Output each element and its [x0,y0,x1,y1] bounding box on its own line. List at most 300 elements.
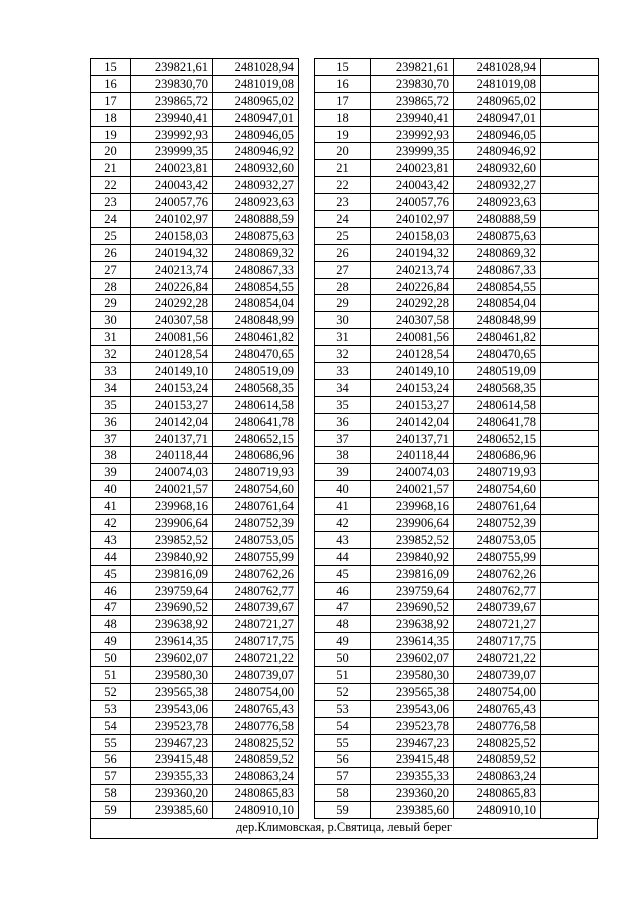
point-number-left: 59 [91,802,131,819]
y-coordinate-left: 2480854,04 [213,295,299,312]
y-coordinate-right: 2481019,08 [454,75,541,92]
x-coordinate-left: 240057,76 [131,194,213,211]
column-gap [299,531,315,548]
point-number-right: 58 [315,785,371,802]
empty-cell [541,59,599,76]
table-row [91,244,599,261]
x-coordinate-right: 239580,30 [371,667,454,684]
table-row [91,177,599,194]
table-row [91,751,599,768]
y-coordinate-left: 2480863,24 [213,768,299,785]
y-coordinate-right: 2480932,60 [454,160,541,177]
y-coordinate-left: 2480762,26 [213,565,299,582]
table-row [91,346,599,363]
point-number-left: 21 [91,160,131,177]
table-row [91,227,599,244]
empty-cell [541,616,599,633]
table-row [91,700,599,717]
x-coordinate-left: 239816,09 [131,565,213,582]
empty-cell [541,126,599,143]
x-coordinate-left: 239852,52 [131,531,213,548]
point-number-left: 16 [91,75,131,92]
coordinates-table [90,58,599,819]
point-number-right: 25 [315,227,371,244]
x-coordinate-left: 239992,93 [131,126,213,143]
y-coordinate-left: 2480761,64 [213,498,299,515]
point-number-left: 50 [91,650,131,667]
y-coordinate-right: 2480721,22 [454,650,541,667]
point-number-left: 32 [91,346,131,363]
y-coordinate-left: 2480946,92 [213,143,299,160]
x-coordinate-left: 240142,04 [131,413,213,430]
x-coordinate-right: 239830,70 [371,75,454,92]
x-coordinate-right: 240021,57 [371,481,454,498]
point-number-right: 50 [315,650,371,667]
x-coordinate-right: 239821,61 [371,59,454,76]
column-gap [299,430,315,447]
column-gap [299,464,315,481]
x-coordinate-right: 240081,56 [371,329,454,346]
column-gap [299,396,315,413]
table-row [91,481,599,498]
x-coordinate-right: 239906,64 [371,515,454,532]
point-number-right: 30 [315,312,371,329]
y-coordinate-left: 2480947,01 [213,109,299,126]
point-number-right: 45 [315,565,371,582]
x-coordinate-right: 239816,09 [371,565,454,582]
point-number-left: 37 [91,430,131,447]
y-coordinate-right: 2480519,09 [454,363,541,380]
x-coordinate-right: 239759,64 [371,582,454,599]
x-coordinate-right: 240043,42 [371,177,454,194]
point-number-right: 24 [315,211,371,228]
y-coordinate-right: 2480470,65 [454,346,541,363]
x-coordinate-left: 240128,54 [131,346,213,363]
column-gap [299,565,315,582]
point-number-left: 19 [91,126,131,143]
y-coordinate-left: 2480754,00 [213,683,299,700]
point-number-left: 29 [91,295,131,312]
point-number-right: 56 [315,751,371,768]
column-gap [299,160,315,177]
column-gap [299,59,315,76]
x-coordinate-left: 240307,58 [131,312,213,329]
x-coordinate-left: 240149,10 [131,363,213,380]
y-coordinate-right: 2480652,15 [454,430,541,447]
point-number-left: 15 [91,59,131,76]
point-number-right: 39 [315,464,371,481]
table-row [91,278,599,295]
column-gap [299,75,315,92]
y-coordinate-right: 2480946,05 [454,126,541,143]
table-row [91,59,599,76]
table-row [91,548,599,565]
y-coordinate-left: 2480865,83 [213,785,299,802]
empty-cell [541,751,599,768]
point-number-right: 34 [315,379,371,396]
point-number-left: 53 [91,700,131,717]
column-gap [299,312,315,329]
y-coordinate-left: 2480721,27 [213,616,299,633]
y-coordinate-left: 2480825,52 [213,734,299,751]
y-coordinate-left: 2480765,43 [213,700,299,717]
column-gap [299,650,315,667]
y-coordinate-left: 2480519,09 [213,363,299,380]
x-coordinate-right: 240118,44 [371,447,454,464]
y-coordinate-right: 2481028,94 [454,59,541,76]
table-row [91,633,599,650]
table-row [91,717,599,734]
empty-cell [541,498,599,515]
y-coordinate-right: 2480863,24 [454,768,541,785]
column-gap [299,244,315,261]
table-row [91,447,599,464]
y-coordinate-right: 2480754,60 [454,481,541,498]
x-coordinate-right: 240153,27 [371,396,454,413]
y-coordinate-right: 2480848,99 [454,312,541,329]
y-coordinate-left: 2480910,10 [213,802,299,819]
y-coordinate-right: 2480614,58 [454,396,541,413]
x-coordinate-right: 240128,54 [371,346,454,363]
x-coordinate-left: 239906,64 [131,515,213,532]
empty-cell [541,734,599,751]
empty-cell [541,633,599,650]
y-coordinate-right: 2480776,58 [454,717,541,734]
point-number-left: 45 [91,565,131,582]
empty-cell [541,717,599,734]
empty-cell [541,447,599,464]
x-coordinate-right: 239467,23 [371,734,454,751]
empty-cell [541,565,599,582]
y-coordinate-right: 2480854,55 [454,278,541,295]
x-coordinate-right: 239523,78 [371,717,454,734]
table-row [91,363,599,380]
y-coordinate-right: 2480825,52 [454,734,541,751]
point-number-right: 42 [315,515,371,532]
y-coordinate-left: 2480875,63 [213,227,299,244]
table-row [91,312,599,329]
y-coordinate-left: 2480461,82 [213,329,299,346]
point-number-left: 55 [91,734,131,751]
y-coordinate-left: 2480932,27 [213,177,299,194]
x-coordinate-left: 239614,35 [131,633,213,650]
point-number-left: 58 [91,785,131,802]
point-number-right: 51 [315,667,371,684]
column-gap [299,751,315,768]
empty-cell [541,802,599,819]
column-gap [299,227,315,244]
point-number-left: 47 [91,599,131,616]
y-coordinate-right: 2480461,82 [454,329,541,346]
empty-cell [541,160,599,177]
point-number-left: 31 [91,329,131,346]
y-coordinate-right: 2480717,75 [454,633,541,650]
table-row [91,126,599,143]
y-coordinate-left: 2480686,96 [213,447,299,464]
empty-cell [541,700,599,717]
y-coordinate-left: 2480776,58 [213,717,299,734]
empty-cell [541,683,599,700]
y-coordinate-right: 2480965,02 [454,92,541,109]
y-coordinate-right: 2480867,33 [454,261,541,278]
column-gap [299,295,315,312]
x-coordinate-left: 239602,07 [131,650,213,667]
x-coordinate-right: 239543,06 [371,700,454,717]
y-coordinate-left: 2480752,39 [213,515,299,532]
point-number-left: 49 [91,633,131,650]
column-gap [299,734,315,751]
table-caption: дер.Климовская, р.Святица, левый берег [90,819,598,839]
x-coordinate-right: 240292,28 [371,295,454,312]
column-gap [299,633,315,650]
x-coordinate-right: 240137,71 [371,430,454,447]
point-number-left: 57 [91,768,131,785]
x-coordinate-left: 240153,24 [131,379,213,396]
point-number-right: 43 [315,531,371,548]
x-coordinate-left: 240158,03 [131,227,213,244]
point-number-right: 33 [315,363,371,380]
x-coordinate-left: 240292,28 [131,295,213,312]
empty-cell [541,548,599,565]
x-coordinate-left: 239415,48 [131,751,213,768]
x-coordinate-left: 239580,30 [131,667,213,684]
empty-cell [541,92,599,109]
y-coordinate-right: 2480739,67 [454,599,541,616]
point-number-right: 37 [315,430,371,447]
point-number-right: 48 [315,616,371,633]
y-coordinate-right: 2480753,05 [454,531,541,548]
y-coordinate-left: 2480754,60 [213,481,299,498]
x-coordinate-right: 239940,41 [371,109,454,126]
empty-cell [541,515,599,532]
y-coordinate-left: 2480854,55 [213,278,299,295]
empty-cell [541,346,599,363]
column-gap [299,346,315,363]
x-coordinate-left: 239865,72 [131,92,213,109]
y-coordinate-right: 2480865,83 [454,785,541,802]
x-coordinate-left: 239360,20 [131,785,213,802]
point-number-left: 40 [91,481,131,498]
y-coordinate-right: 2480910,10 [454,802,541,819]
point-number-left: 54 [91,717,131,734]
x-coordinate-left: 240081,56 [131,329,213,346]
point-number-left: 52 [91,683,131,700]
column-gap [299,616,315,633]
table-row [91,92,599,109]
table-row [91,683,599,700]
point-number-right: 29 [315,295,371,312]
x-coordinate-left: 240153,27 [131,396,213,413]
x-coordinate-right: 239360,20 [371,785,454,802]
x-coordinate-left: 239385,60 [131,802,213,819]
x-coordinate-right: 240213,74 [371,261,454,278]
x-coordinate-left: 240021,57 [131,481,213,498]
point-number-left: 38 [91,447,131,464]
x-coordinate-right: 239355,33 [371,768,454,785]
point-number-left: 17 [91,92,131,109]
x-coordinate-right: 239992,93 [371,126,454,143]
x-coordinate-left: 239968,16 [131,498,213,515]
point-number-right: 18 [315,109,371,126]
y-coordinate-right: 2480947,01 [454,109,541,126]
y-coordinate-right: 2480721,27 [454,616,541,633]
x-coordinate-right: 239852,52 [371,531,454,548]
column-gap [299,582,315,599]
coordinates-document [90,58,598,839]
empty-cell [541,599,599,616]
empty-cell [541,244,599,261]
empty-cell [541,396,599,413]
empty-cell [541,430,599,447]
empty-cell [541,531,599,548]
x-coordinate-right: 239415,48 [371,751,454,768]
x-coordinate-left: 239523,78 [131,717,213,734]
point-number-left: 33 [91,363,131,380]
y-coordinate-left: 2480721,22 [213,650,299,667]
column-gap [299,211,315,228]
empty-cell [541,329,599,346]
y-coordinate-left: 2480719,93 [213,464,299,481]
point-number-right: 21 [315,160,371,177]
x-coordinate-left: 239638,92 [131,616,213,633]
y-coordinate-left: 2480965,02 [213,92,299,109]
x-coordinate-left: 240023,81 [131,160,213,177]
point-number-right: 15 [315,59,371,76]
point-number-right: 49 [315,633,371,650]
x-coordinate-right: 240307,58 [371,312,454,329]
column-gap [299,498,315,515]
column-gap [299,379,315,396]
table-row [91,515,599,532]
y-coordinate-right: 2480765,43 [454,700,541,717]
y-coordinate-left: 2480755,99 [213,548,299,565]
empty-cell [541,650,599,667]
x-coordinate-left: 239830,70 [131,75,213,92]
x-coordinate-left: 240213,74 [131,261,213,278]
column-gap [299,278,315,295]
column-gap [299,599,315,616]
table-row [91,599,599,616]
column-gap [299,802,315,819]
column-gap [299,717,315,734]
point-number-left: 46 [91,582,131,599]
y-coordinate-left: 2480946,05 [213,126,299,143]
point-number-right: 55 [315,734,371,751]
empty-cell [541,194,599,211]
empty-cell [541,768,599,785]
column-gap [299,667,315,684]
empty-cell [541,75,599,92]
column-gap [299,363,315,380]
x-coordinate-left: 239759,64 [131,582,213,599]
table-row [91,650,599,667]
x-coordinate-left: 239690,52 [131,599,213,616]
table-row [91,75,599,92]
empty-cell [541,785,599,802]
point-number-right: 19 [315,126,371,143]
x-coordinate-right: 240149,10 [371,363,454,380]
empty-cell [541,363,599,380]
y-coordinate-left: 2480641,78 [213,413,299,430]
y-coordinate-left: 2480848,99 [213,312,299,329]
y-coordinate-right: 2480946,92 [454,143,541,160]
x-coordinate-right: 239602,07 [371,650,454,667]
column-gap [299,447,315,464]
y-coordinate-left: 2481019,08 [213,75,299,92]
table-row [91,785,599,802]
y-coordinate-right: 2480755,99 [454,548,541,565]
point-number-right: 46 [315,582,371,599]
point-number-left: 41 [91,498,131,515]
x-coordinate-right: 240158,03 [371,227,454,244]
y-coordinate-right: 2480762,77 [454,582,541,599]
x-coordinate-right: 240153,24 [371,379,454,396]
point-number-right: 16 [315,75,371,92]
point-number-right: 22 [315,177,371,194]
point-number-left: 39 [91,464,131,481]
column-gap [299,700,315,717]
table-row [91,194,599,211]
column-gap [299,785,315,802]
empty-cell [541,582,599,599]
x-coordinate-right: 240023,81 [371,160,454,177]
y-coordinate-right: 2480686,96 [454,447,541,464]
point-number-right: 28 [315,278,371,295]
point-number-right: 36 [315,413,371,430]
column-gap [299,143,315,160]
x-coordinate-left: 239940,41 [131,109,213,126]
x-coordinate-left: 239565,38 [131,683,213,700]
table-row [91,295,599,312]
column-gap [299,261,315,278]
y-coordinate-left: 2480614,58 [213,396,299,413]
y-coordinate-left: 2480867,33 [213,261,299,278]
column-gap [299,413,315,430]
column-gap [299,126,315,143]
empty-cell [541,295,599,312]
point-number-left: 51 [91,667,131,684]
point-number-right: 23 [315,194,371,211]
point-number-left: 25 [91,227,131,244]
empty-cell [541,261,599,278]
point-number-right: 54 [315,717,371,734]
empty-cell [541,143,599,160]
y-coordinate-left: 2480869,32 [213,244,299,261]
x-coordinate-right: 239865,72 [371,92,454,109]
x-coordinate-left: 240226,84 [131,278,213,295]
point-number-right: 53 [315,700,371,717]
point-number-right: 20 [315,143,371,160]
empty-cell [541,413,599,430]
x-coordinate-left: 239821,61 [131,59,213,76]
table-row [91,430,599,447]
y-coordinate-right: 2480761,64 [454,498,541,515]
point-number-left: 23 [91,194,131,211]
point-number-right: 52 [315,683,371,700]
column-gap [299,329,315,346]
table-row [91,734,599,751]
point-number-right: 27 [315,261,371,278]
x-coordinate-left: 239467,23 [131,734,213,751]
point-number-left: 27 [91,261,131,278]
y-coordinate-right: 2480875,63 [454,227,541,244]
table-row [91,582,599,599]
x-coordinate-left: 239840,92 [131,548,213,565]
empty-cell [541,278,599,295]
empty-cell [541,177,599,194]
point-number-left: 43 [91,531,131,548]
y-coordinate-right: 2480854,04 [454,295,541,312]
